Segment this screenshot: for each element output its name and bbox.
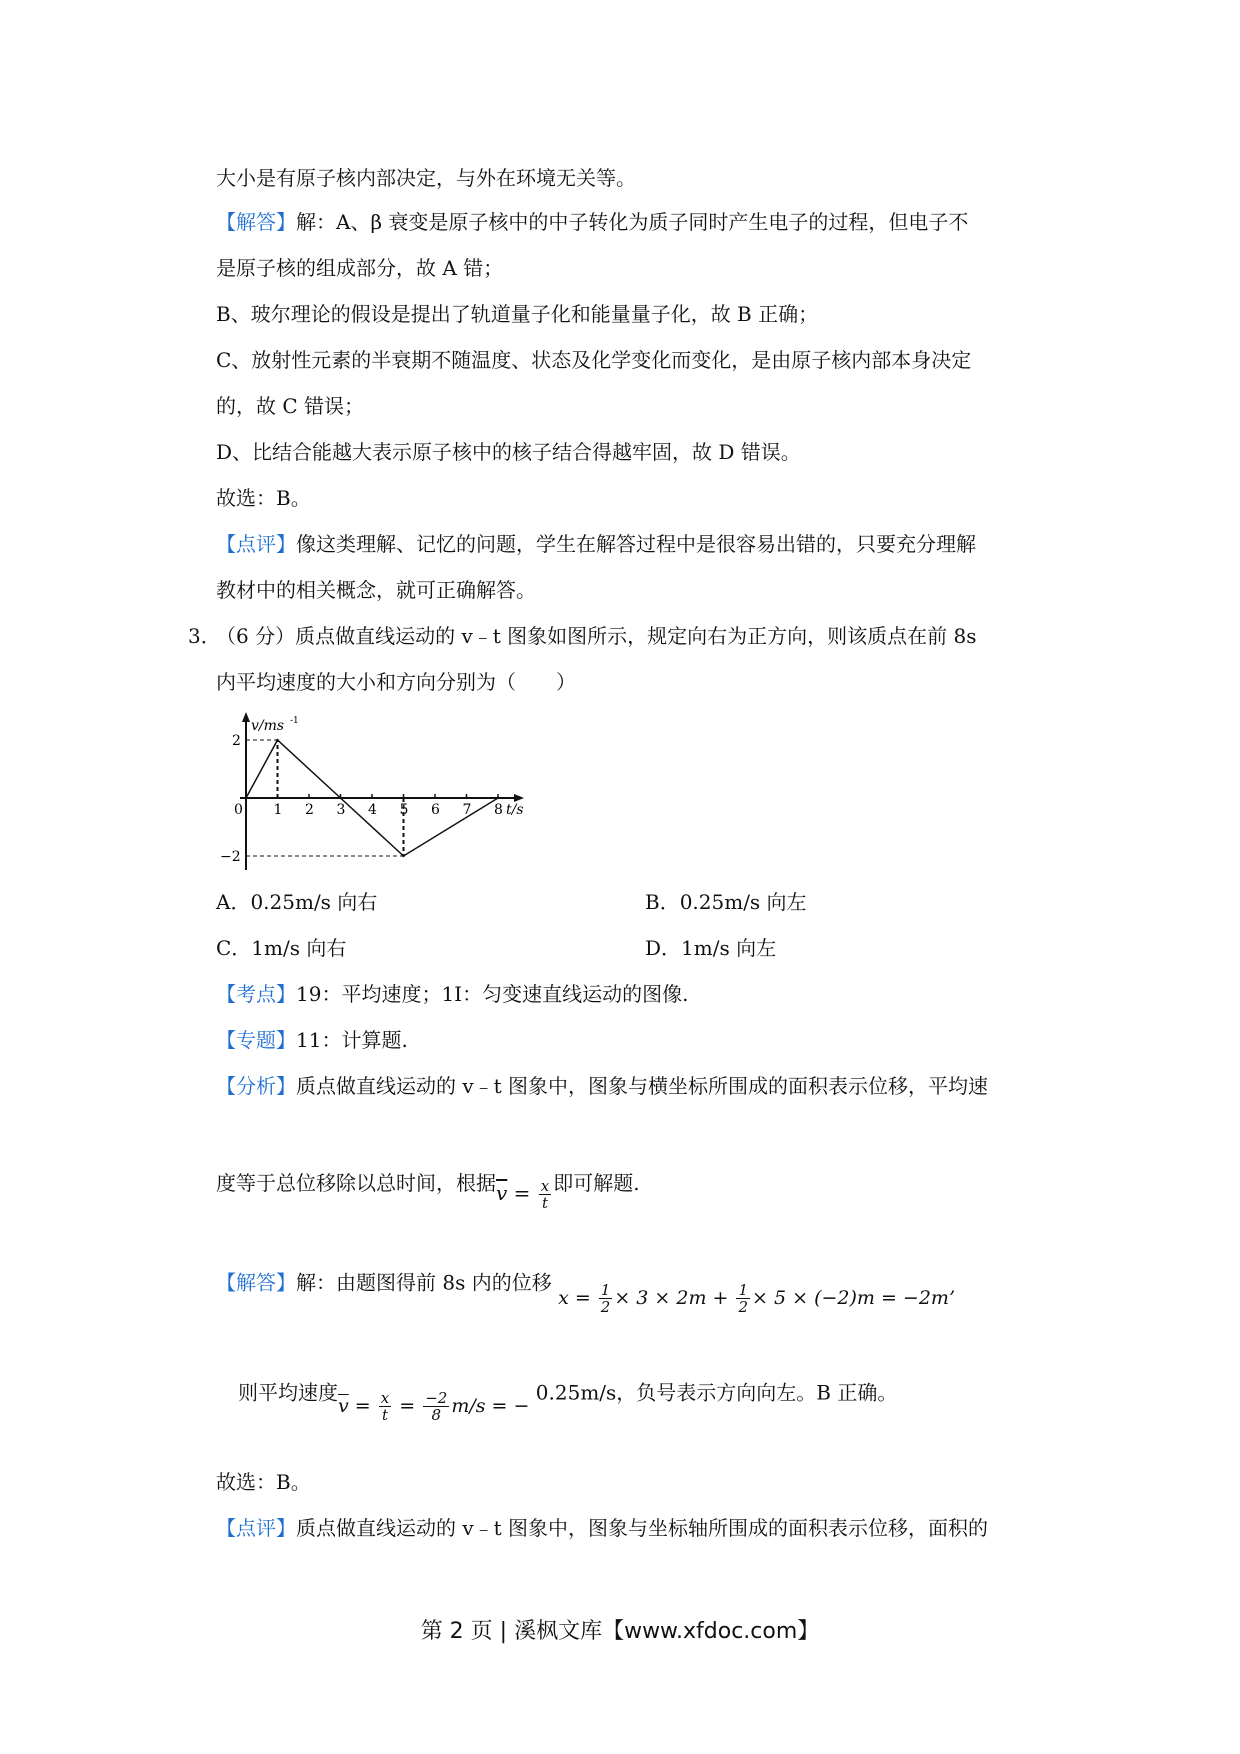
fenxi-text-2a: 度等于总位移除以总时间，根据 (216, 1171, 496, 1195)
x-tick-label: 7 (462, 802, 472, 818)
fenxi-text: 质点做直线运动的 v﹣t 图象中，图象与横坐标所围成的面积表示位移，平均速 (296, 1074, 989, 1098)
data-point (497, 797, 499, 799)
text-line: 教材中的相关概念，就可正确解答。 (216, 578, 536, 602)
text-line: C、放射性元素的半衰期不随温度、状态及化学变化而变化，是由原子核内部本身决定 (216, 348, 972, 372)
x-tick-label: 0 (234, 802, 243, 818)
data-point (339, 797, 341, 799)
formula-avg-velocity: $\overline{v}$ = $\frac{x}{t}$ (496, 1177, 550, 1212)
jieda-text-2a: 则平均速度 (238, 1380, 338, 1405)
fenxi-line (216, 1072, 988, 1100)
jieda-text-2b: 0.25m/s，负号表示方向向左。B 正确。 (535, 1380, 898, 1405)
choice-line: 故选：B。 (216, 486, 311, 510)
x-tick-label: 8 (494, 802, 503, 818)
x-axis-label: t/s (506, 802, 524, 818)
text-line: 大小是有原子核内部决定，与外在环境无关等。 (216, 166, 636, 190)
data-point (245, 797, 247, 799)
x-tick-label: 2 (305, 802, 314, 818)
review-line (216, 530, 976, 558)
zhuanti-line (216, 1026, 408, 1054)
x-axis-arrow (514, 794, 524, 802)
answer-line (216, 208, 968, 236)
x-tick-label: 1 (273, 802, 283, 818)
formula-velocity: $\overline{v}$ = $\frac{x}{t}$ = $\frac{-2}{8}$ m/s = − (338, 1389, 530, 1424)
fenxi-text-2b: 即可解题. (553, 1171, 640, 1195)
x-tick-label: 5 (399, 802, 409, 818)
y-axis-label: v/ms (251, 718, 285, 734)
text-line: 是原子核的组成部分，故 A 错； (216, 256, 504, 280)
y-axis-label-sup: -1 (290, 716, 299, 726)
option-b: B．0.25m/s 向左 (645, 890, 807, 914)
answer-tag: 【解答】 (216, 210, 296, 234)
jieda-line (216, 1268, 955, 1316)
y-tick-label: −2 (220, 849, 241, 865)
text-line: 的，故 C 错误； (216, 394, 365, 418)
jieda-line-2 (238, 1378, 898, 1424)
question-stem: （6 分）质点做直线运动的 v﹣t 图象如图所示，规定向右为正方向，则该质点在前 8s (216, 624, 977, 648)
page-footer: 第 2 页 | 溪枫文库【www.xfdoc.com】 (420, 1619, 820, 1644)
jieda-tag: 【解答】 (216, 1270, 296, 1295)
vt-chart (210, 710, 530, 870)
fenxi-line-2 (216, 1168, 640, 1212)
data-point (276, 739, 278, 741)
choice-line: 故选：B。 (216, 1470, 311, 1494)
option-d: D．1m/s 向左 (645, 936, 777, 960)
data-point (402, 855, 404, 857)
dianping-tag: 【点评】 (216, 1516, 296, 1540)
formula-displacement: x = $\frac{1}{2}$ × 3 × 2m + $\frac{1}{2}$ × 5 × (−2)m = −2m’ (558, 1281, 955, 1316)
y-axis-arrow (242, 712, 250, 722)
x-tick-label: 6 (431, 802, 440, 818)
kaodian-tag: 【考点】 (216, 982, 296, 1006)
zhuanti-tag: 【专题】 (216, 1028, 296, 1052)
y-tick-label: 2 (232, 733, 241, 749)
zhuanti-text: 11：计算题. (296, 1028, 408, 1052)
review-tag: 【点评】 (216, 532, 296, 556)
x-tick-label: 4 (368, 802, 377, 818)
option-c: C．1m/s 向右 (216, 936, 347, 960)
kaodian-line (216, 980, 688, 1008)
question-stem: 内平均速度的大小和方向分别为（ ） (216, 670, 576, 694)
dianping-text: 质点做直线运动的 v﹣t 图象中，图象与坐标轴所围成的面积表示位移，面积的 (296, 1516, 989, 1540)
jieda-text: 解：由题图得前 8s 内的位移 (296, 1270, 552, 1295)
text-line: B、玻尔理论的假设是提出了轨道量子化和能量量子化，故 B 正确； (216, 302, 819, 326)
option-a: A．0.25m/s 向右 (216, 890, 378, 914)
answer-text: 解：A、β 衰变是原子核中的中子转化为质子同时产生电子的过程，但电子不 (296, 210, 969, 234)
kaodian-text: 19：平均速度；1I：匀变速直线运动的图像. (296, 982, 689, 1006)
text-line: D、比结合能越大表示原子核中的核子结合得越牢固，故 D 错误。 (216, 440, 801, 464)
dianping-line (216, 1514, 988, 1542)
review-text: 像这类理解、记忆的问题，学生在解答过程中是很容易出错的，只要充分理解 (296, 532, 976, 556)
x-tick-label: 3 (336, 802, 346, 818)
question-number: 3． (188, 624, 221, 648)
fenxi-tag: 【分析】 (216, 1074, 296, 1098)
